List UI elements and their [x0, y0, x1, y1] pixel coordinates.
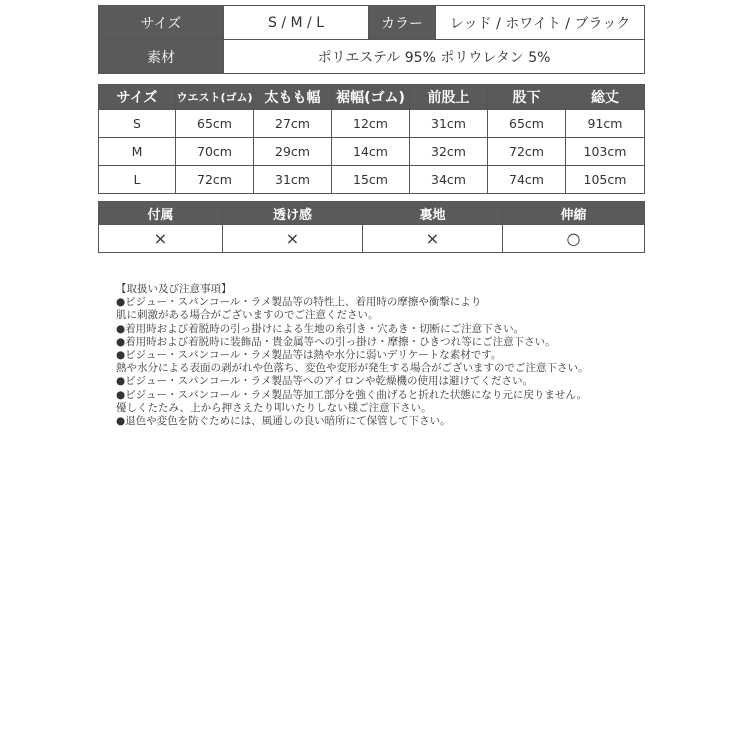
table-cell: 15cm [332, 166, 410, 194]
table-cell: 65cm [176, 110, 254, 138]
table-row [99, 110, 645, 138]
table-cell: 34cm [410, 166, 488, 194]
note-line: ●ビジュー・スパンコール・ラメ製品等加工部分を強く曲げると折れた状態になり元に戻りません。 [116, 388, 588, 401]
size-table [98, 84, 645, 194]
size-value: S / M / L [224, 6, 369, 40]
note-line: ●ビジュー・スパンコール・ラメ製品等の特性上、着用時の摩擦や衝撃により [116, 296, 482, 309]
feature-header [99, 202, 645, 225]
note-line: ●着用時および着脱時に装飾品・貴金属等への引っ掛け・摩擦・ひきつれ等にご注意下さい。 [116, 335, 556, 348]
table-cell: 32cm [410, 138, 488, 166]
material-value: ポリエステル 95% ポリウレタン 5% [224, 40, 645, 74]
stretch-value: ○ [503, 225, 645, 253]
table-row [99, 166, 645, 194]
accessory-value: × [99, 225, 223, 253]
size-label: サイズ [99, 6, 224, 40]
header-thigh: 太もも幅 [254, 85, 332, 110]
table-cell: 91cm [566, 110, 645, 138]
table-cell: 12cm [332, 110, 410, 138]
color-value: レッド / ホワイト / ブラック [436, 6, 645, 40]
table-cell: L [99, 166, 176, 194]
header-inseam: 股下 [488, 85, 566, 110]
feature-table [98, 201, 645, 253]
feature-values [99, 225, 645, 253]
table-cell: 31cm [410, 110, 488, 138]
header-accessory: 付属 [99, 202, 223, 225]
table-cell: 29cm [254, 138, 332, 166]
notes-title: 【取扱い及び注意事項】 [116, 283, 232, 295]
table-cell: 27cm [254, 110, 332, 138]
note-line: ●着用時および着脱時の引っ掛けによる生地の糸引き・穴あき・切断にご注意下さい。 [116, 322, 525, 335]
material-label: 素材 [99, 40, 224, 74]
care-notes [116, 283, 636, 428]
table-cell: 70cm [176, 138, 254, 166]
table-cell: S [99, 110, 176, 138]
table-cell: 31cm [254, 166, 332, 194]
note-line: 熱や水分による表面の剥がれや色落ち、変色や変形が発生する場合がございますのでご注意下さい。 [116, 362, 589, 375]
header-waist: ウエスト(ゴム) [176, 85, 254, 110]
sheerness-value: × [223, 225, 363, 253]
note-line: ●退色や変色を防ぐためには、風通しの良い暗所にて保管して下さい。 [116, 415, 451, 428]
table-cell: 14cm [332, 138, 410, 166]
size-table-header [99, 85, 645, 110]
table-cell: M [99, 138, 176, 166]
table-cell: 74cm [488, 166, 566, 194]
table-cell: 65cm [488, 110, 566, 138]
spec-table [98, 5, 645, 74]
header-lining: 裏地 [363, 202, 503, 225]
header-front-rise: 前股上 [410, 85, 488, 110]
table-cell: 103cm [566, 138, 645, 166]
note-line: 肌に刺激がある場合がございますのでご注意ください。 [116, 309, 379, 322]
table-cell: 105cm [566, 166, 645, 194]
header-sheerness: 透け感 [223, 202, 363, 225]
note-line: 優しくたたみ、上から押さえたり叩いたりしない様ご注意下さい。 [116, 401, 432, 414]
table-cell: 72cm [488, 138, 566, 166]
color-label: カラー [369, 6, 436, 40]
header-hem: 裾幅(ゴム) [332, 85, 410, 110]
note-line: ●ビジュー・スパンコール・ラメ製品等へのアイロンや乾燥機の使用は避けてください。 [116, 375, 533, 388]
header-size: サイズ [99, 85, 176, 110]
note-line: ●ビジュー・スパンコール・ラメ製品等は熱や水分に弱いデリケートな素材です。 [116, 349, 502, 362]
lining-value: × [363, 225, 503, 253]
header-length: 総丈 [566, 85, 645, 110]
table-cell: 72cm [176, 166, 254, 194]
table-row [99, 138, 645, 166]
header-stretch: 伸縮 [503, 202, 645, 225]
